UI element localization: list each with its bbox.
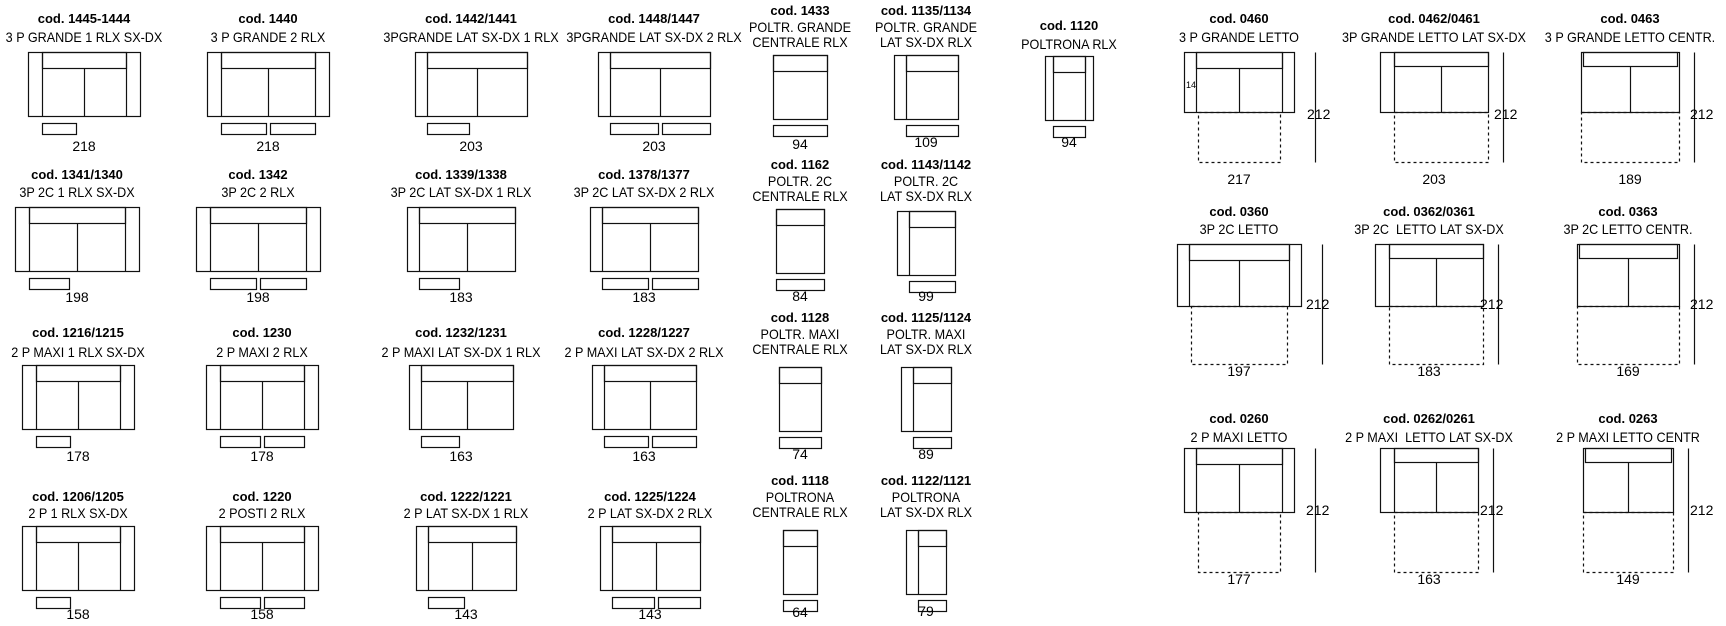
backrest xyxy=(613,527,701,543)
width-dimension: 183 xyxy=(632,289,656,305)
item-name: 3 P GRANDE LETTO CENTR. xyxy=(1544,29,1716,45)
backrest xyxy=(907,56,959,72)
backrest xyxy=(605,366,697,382)
width-dimension: 163 xyxy=(449,448,473,464)
width-dimension: 149 xyxy=(1616,571,1640,587)
width-dimension: 94 xyxy=(792,136,808,152)
depth-dimension: 212 xyxy=(1690,502,1714,518)
item-name: POLTR. MAXI CENTRALE RLX xyxy=(752,326,848,357)
plan-symbol xyxy=(1045,56,1095,144)
depth-dimension: 212 xyxy=(1306,502,1330,518)
backrest xyxy=(1054,57,1086,73)
backrest xyxy=(221,366,305,382)
backrest xyxy=(777,210,825,226)
width-dimension: 64 xyxy=(792,604,808,620)
item-code: cod. 0462/0461 xyxy=(1388,11,1480,26)
item-name: 3 P GRANDE 1 RLX SX-DX xyxy=(5,29,163,45)
relax-footrest xyxy=(211,279,257,290)
item-name: 2 P LAT SX-DX 2 RLX xyxy=(587,505,713,521)
bed-extension xyxy=(1584,513,1674,573)
item-code: cod. 1433 xyxy=(770,3,830,18)
width-dimension: 74 xyxy=(792,446,808,462)
chair-frame xyxy=(907,531,947,595)
item-code: cod. 1339/1338 xyxy=(415,167,507,182)
width-dimension: 203 xyxy=(642,138,666,154)
backrest xyxy=(37,527,121,543)
relax-footrest xyxy=(265,437,305,448)
item-name: 2 P MAXI 2 RLX xyxy=(216,344,308,360)
item-name: 2 P MAXI LETTO CENTR xyxy=(1556,429,1700,445)
backrest xyxy=(1580,245,1678,259)
item-code: cod. 1341/1340 xyxy=(31,167,123,182)
item-name: 2 P LAT SX-DX 1 RLX xyxy=(403,505,529,521)
backrest xyxy=(611,53,711,69)
plan-symbol xyxy=(22,526,136,614)
item-name: 2 P MAXI LETTO LAT SX-DX xyxy=(1345,429,1513,445)
width-dimension: 217 xyxy=(1227,171,1251,187)
relax-footrest xyxy=(43,124,77,135)
item-code: cod. 0362/0361 xyxy=(1383,204,1475,219)
item-name: POLTR. MAXI LAT SX-DX RLX xyxy=(880,326,972,357)
item-code: cod. 1378/1377 xyxy=(598,167,690,182)
width-dimension: 197 xyxy=(1227,363,1251,379)
plan-symbol xyxy=(407,207,517,295)
relax-footrest xyxy=(603,279,649,290)
width-dimension: 89 xyxy=(918,446,934,462)
sofa-frame xyxy=(593,366,697,430)
width-dimension: 169 xyxy=(1616,363,1640,379)
relax-footrest xyxy=(261,279,307,290)
item-code: cod. 1222/1221 xyxy=(420,489,512,504)
backrest xyxy=(428,53,528,69)
item-code: cod. 1445-1444 xyxy=(37,11,131,26)
item-code: cod. 1135/1134 xyxy=(880,3,972,18)
backrest xyxy=(422,366,514,382)
bed-extension xyxy=(1395,113,1489,163)
plan-symbol xyxy=(28,52,142,140)
item-name: 2 P MAXI 1 RLX SX-DX xyxy=(11,344,145,360)
width-dimension: 99 xyxy=(918,288,934,304)
backrest xyxy=(43,53,127,69)
item-name: POLTRONA RLX xyxy=(1021,36,1117,52)
width-dimension: 203 xyxy=(459,138,483,154)
item-name: 2 P 1 RLX SX-DX xyxy=(28,505,128,521)
width-dimension: 143 xyxy=(454,606,478,622)
plan-symbol xyxy=(1577,244,1681,366)
plan-symbol xyxy=(1177,244,1303,366)
plan-symbol xyxy=(1583,448,1675,574)
backrest xyxy=(1395,53,1489,67)
item-code: cod. 1342 xyxy=(228,167,288,182)
item-code: cod. 1440 xyxy=(238,11,298,26)
plan-symbol xyxy=(1380,448,1480,574)
item-code: cod. 1220 xyxy=(232,489,292,504)
item-code: cod. 0260 xyxy=(1209,411,1269,426)
relax-footrest xyxy=(774,126,828,137)
item-code: cod. 1125/1124 xyxy=(880,310,972,325)
backrest xyxy=(30,208,126,224)
item-code: cod. 1128 xyxy=(770,310,830,325)
chair-frame xyxy=(784,531,818,595)
relax-footrest xyxy=(611,124,659,135)
relax-footrest xyxy=(605,437,649,448)
bed-extension xyxy=(1192,307,1288,365)
item-code: cod. 0363 xyxy=(1598,204,1658,219)
relax-footrest xyxy=(653,279,699,290)
depth-dimension: 212 xyxy=(1306,296,1330,312)
plan-symbol xyxy=(779,367,823,455)
depth-dimension: 212 xyxy=(1690,106,1714,122)
bed-extension xyxy=(1395,513,1479,573)
item-code: cod. 1442/1441 xyxy=(425,11,517,26)
item-code: cod. 1162 xyxy=(770,157,830,172)
depth-dimension: 212 xyxy=(1480,502,1504,518)
plan-symbol xyxy=(897,211,957,299)
backrest xyxy=(780,368,822,384)
chair-frame xyxy=(902,368,952,432)
item-code: cod. 1448/1447 xyxy=(608,11,700,26)
item-name: POLTR. GRANDE LAT SX-DX RLX xyxy=(875,19,977,50)
chair-frame xyxy=(774,56,828,120)
item-name: 3P 2C LETTO CENTR. xyxy=(1563,221,1693,237)
sofa-frame xyxy=(410,366,514,430)
plan-symbol xyxy=(415,52,529,140)
relax-footrest xyxy=(221,437,261,448)
relax-footrest xyxy=(428,124,470,135)
plan-symbol xyxy=(776,209,826,297)
relax-footrest xyxy=(420,279,460,290)
item-name: 3P GRANDE LETTO LAT SX-DX xyxy=(1342,29,1526,45)
item-code: cod. 1216/1215 xyxy=(32,325,124,340)
width-dimension: 158 xyxy=(66,606,90,622)
width-dimension: 84 xyxy=(792,288,808,304)
depth-dimension: 212 xyxy=(1307,106,1331,122)
plan-symbol xyxy=(1375,244,1485,366)
depth-dimension: 212 xyxy=(1494,106,1518,122)
sofa-frame xyxy=(417,527,517,591)
backrest xyxy=(1197,53,1283,69)
item-name: POLTR. GRANDE CENTRALE RLX xyxy=(749,19,851,50)
item-code: cod. 0263 xyxy=(1598,411,1658,426)
plan-symbol xyxy=(773,55,829,143)
item-name: POLTR. 2C LAT SX-DX RLX xyxy=(880,173,972,204)
item-name: 3P 2C LETTO xyxy=(1199,221,1279,237)
item-code: cod. 1118 xyxy=(771,473,829,488)
width-dimension: 163 xyxy=(1417,571,1441,587)
plan-symbol xyxy=(206,526,320,614)
width-dimension: 143 xyxy=(638,606,662,622)
depth-dimension: 212 xyxy=(1480,296,1504,312)
width-dimension: 218 xyxy=(72,138,96,154)
backrest xyxy=(774,56,828,72)
plan-symbol xyxy=(592,365,698,453)
bed-extension xyxy=(1582,113,1680,163)
chair-frame xyxy=(895,56,959,120)
sofabed-frame xyxy=(1381,53,1489,113)
plan-symbol xyxy=(206,365,320,453)
armchair-frame xyxy=(1046,57,1094,121)
item-code: cod. 1228/1227 xyxy=(598,325,690,340)
relax-footrest xyxy=(271,124,316,135)
item-name: 3P 2C LAT SX-DX 2 RLX xyxy=(573,184,715,200)
backrest xyxy=(1584,53,1678,67)
width-dimension: 178 xyxy=(250,448,274,464)
item-code: cod. 0460 xyxy=(1209,11,1269,26)
plan-symbol xyxy=(1184,52,1296,164)
item-code: cod. 1143/1142 xyxy=(880,157,972,172)
width-dimension: 198 xyxy=(246,289,270,305)
width-dimension: 198 xyxy=(65,289,89,305)
sofa-frame xyxy=(408,208,516,272)
backrest xyxy=(420,208,516,224)
plan-symbol xyxy=(600,526,702,614)
module-tag: 14 xyxy=(1186,80,1197,90)
item-name: 3 P GRANDE 2 RLX xyxy=(210,29,326,45)
item-code: cod. 1225/1224 xyxy=(604,489,696,504)
width-dimension: 178 xyxy=(66,448,90,464)
item-name: 3P 2C 1 RLX SX-DX xyxy=(19,184,135,200)
backrest xyxy=(914,368,952,384)
plan-symbol xyxy=(196,207,322,295)
item-name: 2 P MAXI LAT SX-DX 2 RLX xyxy=(564,344,724,360)
backrest xyxy=(910,212,956,228)
plan-symbol xyxy=(1581,52,1681,164)
item-name: 2 P MAXI LAT SX-DX 1 RLX xyxy=(381,344,541,360)
width-dimension: 183 xyxy=(449,289,473,305)
backrest xyxy=(1197,449,1283,465)
item-code: cod. 1206/1205 xyxy=(32,489,124,504)
item-name: POLTRONA CENTRALE RLX xyxy=(752,489,848,520)
sofabed-frame xyxy=(1381,449,1479,513)
plan-symbol xyxy=(894,55,960,143)
relax-footrest xyxy=(653,437,697,448)
backrest xyxy=(222,53,316,69)
relax-footrest xyxy=(30,279,70,290)
relax-footrest xyxy=(422,437,460,448)
relax-footrest xyxy=(663,124,711,135)
width-dimension: 203 xyxy=(1422,171,1446,187)
item-name: 3 P GRANDE LETTO xyxy=(1179,29,1299,45)
backrest xyxy=(603,208,699,224)
backrest xyxy=(37,366,121,382)
plan-symbol xyxy=(590,207,700,295)
plan-symbol xyxy=(1184,448,1296,574)
plan-symbol xyxy=(207,52,331,140)
width-dimension: 94 xyxy=(1061,134,1077,150)
sofa-frame xyxy=(601,527,701,591)
plan-symbol xyxy=(901,367,953,455)
chair-frame xyxy=(898,212,956,276)
item-name: 3PGRANDE LAT SX-DX 2 RLX xyxy=(566,29,742,45)
item-name: 3P 2C LAT SX-DX 1 RLX xyxy=(390,184,532,200)
chair-frame xyxy=(780,368,822,432)
sofa-frame xyxy=(416,53,528,117)
item-code: cod. 0262/0261 xyxy=(1383,411,1475,426)
chair-frame xyxy=(777,210,825,274)
width-dimension: 163 xyxy=(632,448,656,464)
plan-symbol xyxy=(22,365,136,453)
sofabed-frame xyxy=(1376,245,1484,307)
bed-extension xyxy=(1578,307,1680,365)
plan-symbol xyxy=(409,365,515,453)
width-dimension: 183 xyxy=(1417,363,1441,379)
relax-footrest xyxy=(222,124,267,135)
backrest xyxy=(919,531,947,547)
item-code: cod. 0360 xyxy=(1209,204,1269,219)
backrest xyxy=(429,527,517,543)
item-name: POLTRONA LAT SX-DX RLX xyxy=(880,489,972,520)
bed-extension xyxy=(1199,113,1281,163)
item-name: 3P 2C LETTO LAT SX-DX xyxy=(1354,221,1504,237)
backrest xyxy=(1390,245,1484,259)
item-name: 2 P MAXI LETTO xyxy=(1190,429,1288,445)
width-dimension: 177 xyxy=(1227,571,1251,587)
sofa-frame xyxy=(599,53,711,117)
item-code: cod. 1232/1231 xyxy=(415,325,507,340)
plan-symbol xyxy=(15,207,141,295)
width-dimension: 79 xyxy=(918,603,934,619)
item-name: POLTR. 2C CENTRALE RLX xyxy=(752,173,848,204)
plan-symbol xyxy=(416,526,518,614)
width-dimension: 218 xyxy=(256,138,280,154)
item-code: cod. 1122/1121 xyxy=(880,473,972,488)
item-name: 3PGRANDE LAT SX-DX 1 RLX xyxy=(383,29,559,45)
item-name: 2 POSTI 2 RLX xyxy=(218,505,306,521)
plan-symbol xyxy=(598,52,712,140)
sofa-frame xyxy=(591,208,699,272)
item-code: cod. 1230 xyxy=(232,325,292,340)
relax-footrest xyxy=(37,437,71,448)
item-code: cod. 1120 xyxy=(1039,18,1099,33)
width-dimension: 189 xyxy=(1618,171,1642,187)
backrest xyxy=(784,531,818,547)
backrest xyxy=(211,208,307,224)
backrest xyxy=(1395,449,1479,463)
item-code: cod. 0463 xyxy=(1600,11,1660,26)
backrest xyxy=(1190,245,1290,261)
plan-symbol xyxy=(1380,52,1490,164)
backrest xyxy=(1586,449,1672,463)
bed-extension xyxy=(1199,513,1281,573)
bed-extension xyxy=(1390,307,1484,365)
item-name: 3P 2C 2 RLX xyxy=(221,184,295,200)
width-dimension: 158 xyxy=(250,606,274,622)
width-dimension: 109 xyxy=(914,134,938,150)
backrest xyxy=(221,527,305,543)
depth-dimension: 212 xyxy=(1690,296,1714,312)
